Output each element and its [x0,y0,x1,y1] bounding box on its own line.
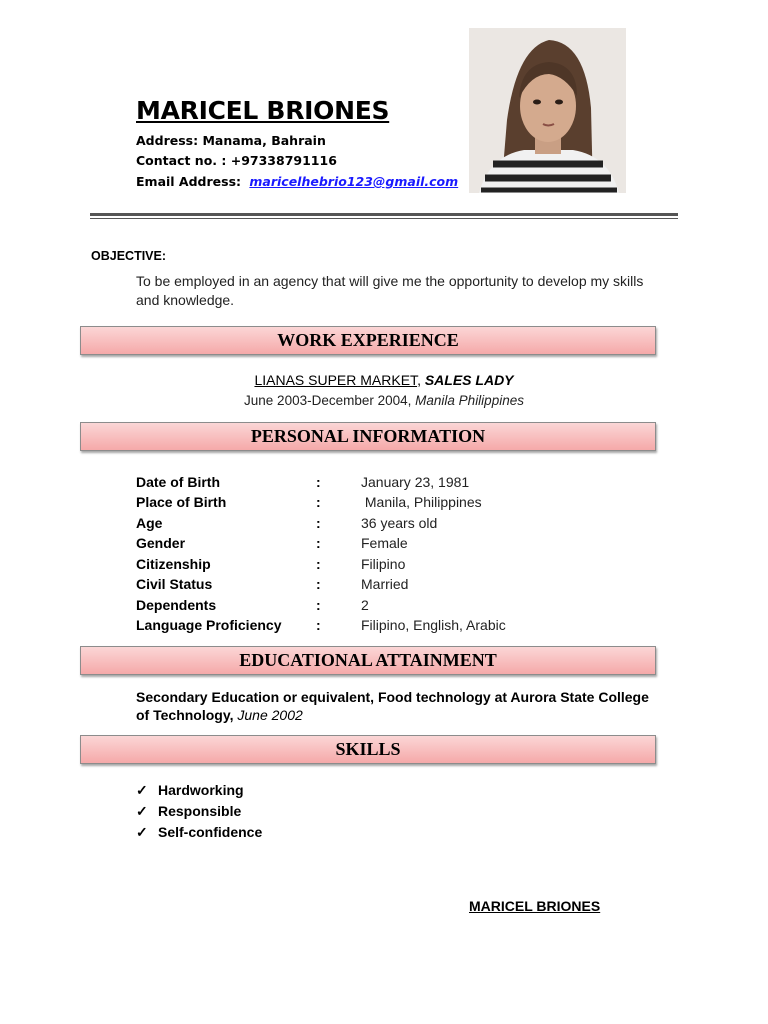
education-text: Secondary Education or equivalent, Food technology at Aurora State College of Technology, [136,689,649,723]
section-educational-attainment: EDUCATIONAL ATTAINMENT [80,646,656,675]
info-colon: : [316,576,321,592]
job-separator: , [417,372,425,388]
email-label: Email Address: [136,174,242,189]
section-personal-information: PERSONAL INFORMATION [80,422,656,451]
info-colon: : [316,597,321,613]
info-label: Age [136,515,163,531]
info-label: Place of Birth [136,494,227,510]
job-role: SALES LADY [424,372,514,388]
job-dates-line [0,393,768,408]
job-title-line [0,372,768,388]
info-value: Married [361,576,409,592]
skill-label: Responsible [158,803,242,819]
info-label: Dependents [136,597,217,613]
info-value: 36 years old [361,515,438,531]
address-line: Address: Manama, Bahrain [136,133,326,148]
info-value: 2 [361,597,369,613]
applicant-name: MARICEL BRIONES [136,96,390,125]
objective-heading: OBJECTIVE: [91,249,167,263]
header-divider-thin [90,218,678,219]
checkmark-icon: ✓ [136,824,148,840]
job-location: Manila Philippines [415,393,524,408]
section-skills: SKILLS [80,735,656,764]
contact-line: Contact no. : +97338791116 [136,153,337,168]
info-colon: : [316,617,321,633]
section-work-experience: WORK EXPERIENCE [80,326,656,355]
education-date: June 2002 [237,707,303,723]
info-value: Filipino, English, Arabic [361,617,506,633]
info-label: Gender [136,535,186,551]
profile-photo [469,28,626,193]
signature-name: MARICEL BRIONES [469,898,601,914]
info-colon: : [316,556,321,572]
header-divider [90,213,678,216]
info-value: Female [361,535,408,551]
skill-item [136,824,262,841]
info-value: Filipino [361,556,406,572]
info-label: Date of Birth [136,474,220,490]
info-colon: : [316,515,321,531]
education-entry [136,688,656,724]
email-link[interactable]: maricelhebrio123@gmail.com [249,174,459,189]
info-colon: : [316,494,321,510]
checkmark-icon: ✓ [136,803,148,819]
job-dates: June 2003-December 2004, [244,393,416,408]
info-colon: : [316,535,321,551]
info-label: Citizenship [136,556,211,572]
info-colon: : [316,474,321,490]
info-value: Manila, Philippines [361,494,482,510]
info-value: January 23, 1981 [361,474,470,490]
info-label: Language Proficiency [136,617,282,633]
checkmark-icon: ✓ [136,782,148,798]
info-label: Civil Status [136,576,213,592]
email-line [136,174,458,189]
skill-item [136,803,241,820]
skill-label: Self-confidence [158,824,263,840]
skill-label: Hardworking [158,782,244,798]
skill-item [136,782,244,799]
objective-text: To be employed in an agency that will give me the opportunity to develop my skills and knowledge. [136,273,644,308]
employer-name: LIANAS SUPER MARKET [254,372,418,388]
